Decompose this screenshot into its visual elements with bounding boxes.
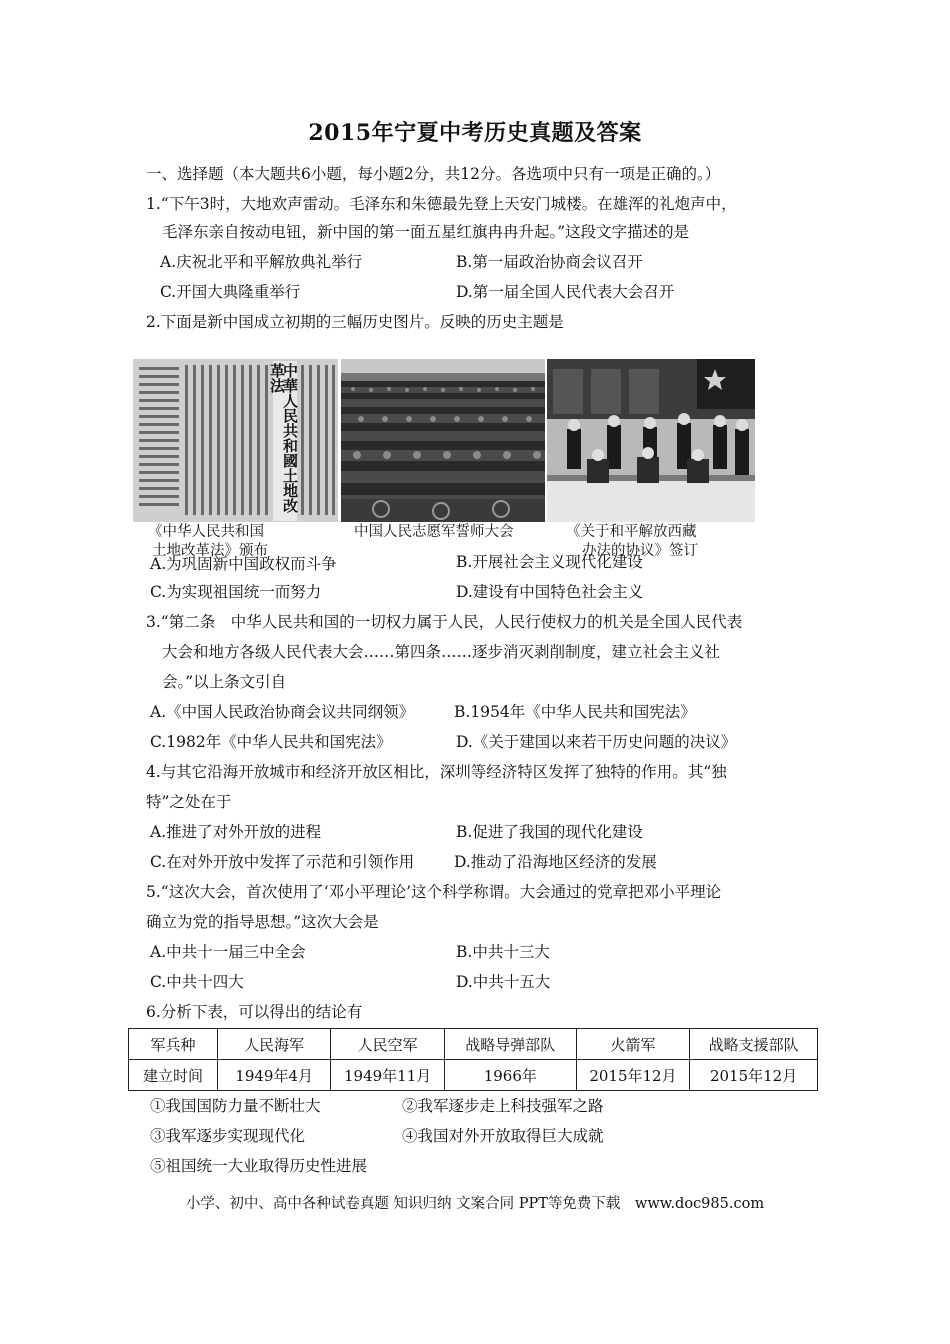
q3-option-a: A.《中国人民政治协商会议共同纲领》 [150,703,415,721]
q2-option-d: D.建设有中国特色社会主义 [456,583,644,601]
q6-statement-4: ④我国对外开放取得巨大成就 [402,1127,604,1145]
q4-stem-line2: 特”之处在于 [146,793,232,811]
armed-forces-table [128,1028,818,1091]
land-reform-newspaper-photo [133,359,338,522]
q3-stem-line1: 3.“第二条 中华人民共和国的一切权力属于人民，人民行使权力的机关是全国人民代表 [146,613,743,631]
photo3-caption-line1: 《关于和平解放西藏 [566,524,697,540]
q5-option-a: A.中共十一届三中全会 [150,943,306,961]
table-row-founded [129,1060,818,1091]
q4-option-b: B.促进了我国的现代化建设 [456,823,643,841]
q5-stem-line2: 确立为党的指导思想。”这次大会是 [146,913,379,931]
q4-option-a: A.推进了对外开放的进程 [150,823,322,841]
q1-stem-line2: 毛泽东亲自按动电钮，新中国的第一面五星红旗冉冉升起。”这段文字描述的是 [162,223,690,241]
table-cell: 火箭军 [576,1029,689,1060]
q3-stem-line2: 大会和地方各级人民代表大会……第四条……逐步消灭剥削制度，建立社会主义社 [162,643,721,661]
q1-option-d: D.第一届全国人民代表大会召开 [456,283,675,301]
q5-stem-line1: 5.“这次大会，首次使用了‘邓小平理论’这个科学称谓。大会通过的党章把邓小平理论 [146,883,722,901]
table-cell: 1949年11月 [331,1060,444,1091]
photo2-caption: 中国人民志愿军誓师大会 [354,524,514,540]
table-row-branch [129,1029,818,1060]
table-cell: 建立时间 [129,1060,218,1091]
q6-statement-1: ①我国国防力量不断壮大 [150,1097,321,1115]
q6-statement-5: ⑤祖国统一大业取得历史性进展 [150,1157,368,1175]
q5-option-b: B.中共十三大 [456,943,550,961]
q2-photo-strip [133,359,755,522]
photo3-caption-line2: 办法的协议》签订 [582,543,698,559]
q2-option-b: B.开展社会主义现代化建设 [456,553,643,571]
q2-option-a: A.为巩固新中国政权而斗争 [150,555,337,573]
q4-stem-line1: 4.与其它沿海开放城市和经济开放区相比，深圳等经济特区发挥了独特的作用。其“独 [146,763,727,781]
q2-option-c: C.为实现祖国统一而努力 [150,583,322,601]
q1-stem-line1: 1.“下午3时，大地欢声雷动。毛泽东和朱德最先登上天安门城楼。在雄浑的礼炮声中， [146,195,737,213]
q3-option-c: C.1982年《中华人民共和国宪法》 [150,733,392,751]
photo1-caption-line2: 土地改革法》颁布 [152,543,268,559]
newspaper-headline: 中華人民共和國土地改革法 [268,363,299,513]
table-cell: 1949年4月 [217,1060,330,1091]
table-cell: 人民海军 [217,1029,330,1060]
q6-statement-2: ②我军逐步走上科技强军之路 [402,1097,604,1115]
photo1-caption-line1: 《中华人民共和国 [148,524,264,540]
table-cell: 战略支援部队 [690,1029,818,1060]
q3-stem-line3: 会。”以上条文引自 [162,673,287,691]
q4-option-c: C.在对外开放中发挥了示范和引领作用 [150,853,415,871]
table-cell: 战略导弹部队 [444,1029,576,1060]
q1-option-c: C.开国大典隆重举行 [160,283,301,301]
q6-stem: 6.分析下表，可以得出的结论有 [146,1003,363,1021]
table-cell: 2015年12月 [576,1060,689,1091]
table-cell: 1966年 [444,1060,576,1091]
table-cell: 人民空军 [331,1029,444,1060]
q4-option-d: D.推动了沿海地区经济的发展 [454,853,657,871]
q6-statement-3: ③我军逐步实现现代化 [150,1127,306,1145]
table-cell: 军兵种 [129,1029,218,1060]
volunteer-army-rally-photo [341,359,545,522]
q1-option-b: B.第一届政治协商会议召开 [456,253,643,271]
table-cell: 2015年12月 [690,1060,818,1091]
q3-option-d: D.《关于建国以来若干历史问题的决议》 [456,733,737,751]
q2-stem: 2.下面是新中国成立初期的三幅历史图片。反映的历史主题是 [146,313,564,331]
q5-option-d: D.中共十五大 [456,973,551,991]
page-footer: 小学、初中、高中各种试卷真题 知识归纳 文案合同 PPT等免费下载 www.doc985.com [185,1196,765,1212]
q3-option-b: B.1954年《中华人民共和国宪法》 [454,703,696,721]
section-header: 一、选择题（本大题共6小题，每小题2分，共12分。各选项中只有一项是正确的。） [146,165,721,183]
tibet-agreement-signing-photo [547,359,755,522]
q5-option-c: C.中共十四大 [150,973,244,991]
q1-option-a: A.庆祝北平和平解放典礼举行 [160,253,363,271]
page-title: 2015年宁夏中考历史真题及答案 [308,120,642,146]
